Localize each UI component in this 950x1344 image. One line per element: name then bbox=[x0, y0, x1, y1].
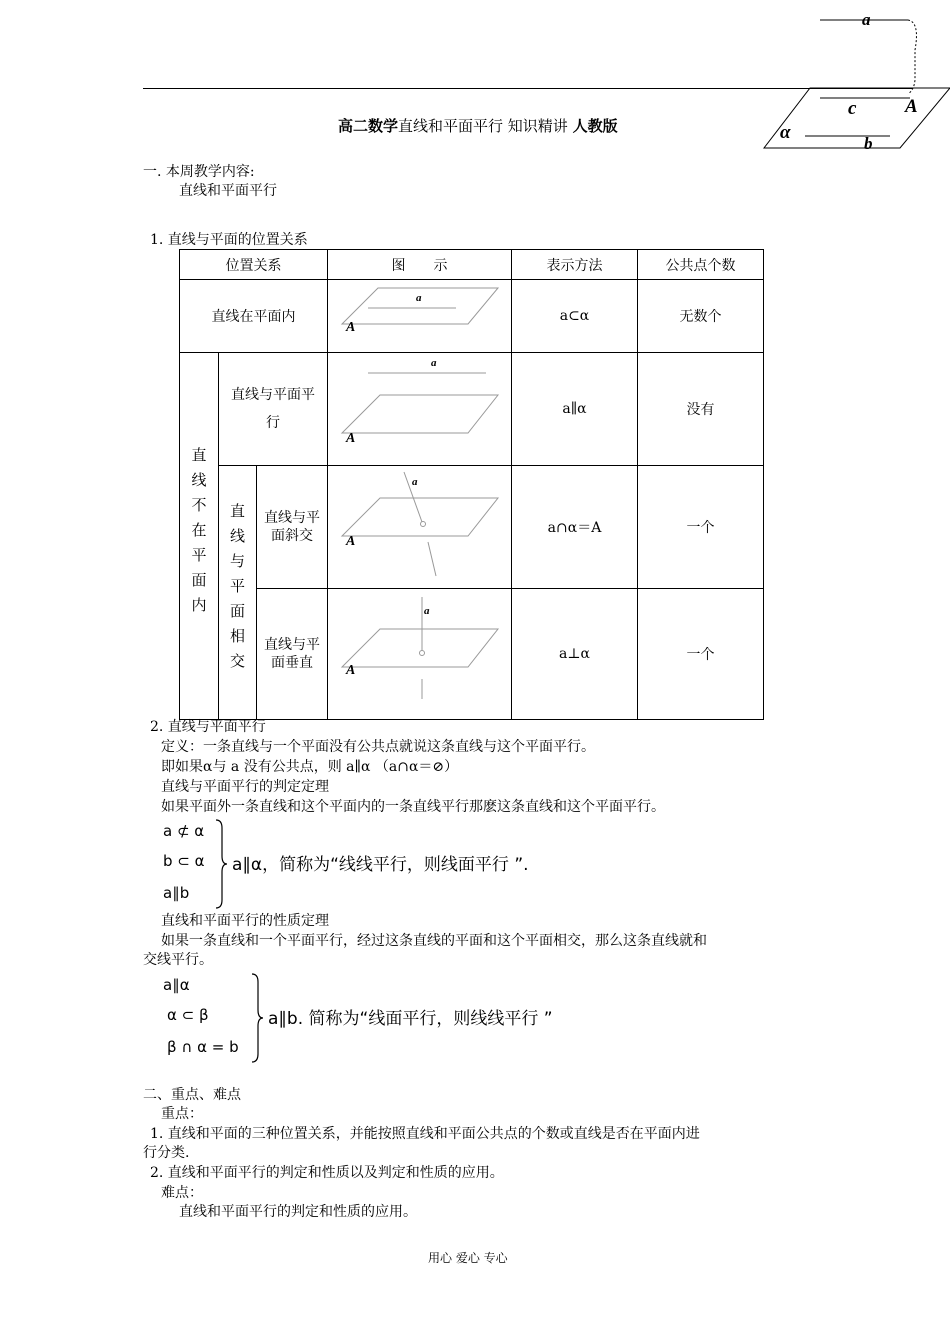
title-bold-1: 高二数学 bbox=[338, 117, 399, 135]
header-figure: 图 示 bbox=[328, 250, 512, 280]
group-intersect bbox=[219, 466, 257, 720]
table-row bbox=[180, 280, 764, 353]
property-text-1: 如果一条直线和一个平面平行，经过这条直线的平面和这个平面相交，那么这条直线就和 bbox=[161, 933, 707, 949]
group-not-in-label: 直线不在平面内 bbox=[189, 446, 208, 622]
table-row bbox=[180, 466, 764, 589]
table-row bbox=[180, 589, 764, 720]
criterion-text: 如果平面外一条直线和这个平面内的一条直线平行那麽这条直线和这个平面平行。 bbox=[161, 799, 665, 815]
property-text-2: 交线平行。 bbox=[143, 952, 213, 968]
property-conclusion: a∥b. 简称为“线面平行，则线线平行 ” bbox=[268, 1009, 553, 1029]
equivalence-text: 即如果α与 a 没有公共点，则 a∥α （a∩α＝⊘） bbox=[161, 759, 459, 775]
row-parallel-figure bbox=[328, 353, 512, 466]
property-premise-2: α ⊂ β bbox=[167, 1006, 209, 1024]
logo-label-a: a bbox=[862, 10, 871, 29]
section1-topic: 直线和平面平行 bbox=[179, 183, 277, 199]
key-point-1a: 1. 直线和平面的三种位置关系，并能按照直线和平面公共点的个数或直线是否在平面内进 bbox=[150, 1126, 700, 1142]
header-rule bbox=[143, 88, 913, 89]
fig-label-a: a bbox=[416, 292, 422, 304]
key-point-1b: 行分类. bbox=[143, 1145, 190, 1161]
criterion-brace-icon bbox=[214, 818, 228, 910]
row-parallel-count: 没有 bbox=[638, 353, 764, 466]
key-points-label: 重点： bbox=[161, 1106, 203, 1122]
criterion-premise-2: b ⊂ α bbox=[163, 852, 205, 870]
header-position: 位置关系 bbox=[180, 250, 328, 280]
row-perp-label-text: 直线与平面垂直 bbox=[264, 637, 320, 671]
row-oblique-label-text: 直线与平面斜交 bbox=[264, 510, 320, 544]
part2-heading: 2. 直线与平面平行 bbox=[150, 719, 266, 735]
difficulty-text: 直线和平面平行的判定和性质的应用。 bbox=[179, 1204, 417, 1220]
title-bold-2: 人教版 bbox=[572, 117, 618, 135]
row-in-figure bbox=[328, 280, 512, 353]
group-not-in bbox=[180, 353, 219, 720]
title-normal: 直线和平面平行 知识精讲 bbox=[398, 117, 573, 135]
logo-label-b: b bbox=[864, 134, 873, 153]
fig-label-A: A bbox=[346, 663, 356, 678]
property-brace-icon bbox=[250, 972, 264, 1064]
row-oblique-label bbox=[257, 466, 328, 589]
fig-label-a: a bbox=[412, 476, 418, 488]
fig-label-a: a bbox=[431, 357, 437, 369]
fig-label-a: a bbox=[424, 605, 430, 617]
row-in-notation: a⊂α bbox=[512, 280, 638, 353]
logo-label-A: A bbox=[905, 96, 918, 117]
row-oblique-count: 一个 bbox=[638, 466, 764, 589]
part1-heading: 1. 直线与平面的位置关系 bbox=[150, 232, 308, 248]
page-title bbox=[338, 117, 618, 135]
criterion-premise-1: a ⊄ α bbox=[163, 822, 205, 840]
page-footer: 用心 爱心 专心 bbox=[428, 1251, 508, 1265]
criterion-premise-3: a∥b bbox=[163, 884, 190, 902]
row-parallel-label bbox=[219, 353, 328, 466]
key-point-2: 2. 直线和平面平行的判定和性质以及判定和性质的应用。 bbox=[150, 1165, 504, 1181]
row-parallel-label-text: 直线与平面平行 bbox=[231, 387, 315, 431]
row-in-count: 无数个 bbox=[638, 280, 764, 353]
property-title: 直线和平面平行的性质定理 bbox=[161, 913, 329, 929]
table-row bbox=[180, 353, 764, 466]
row-parallel-notation: a∥α bbox=[512, 353, 638, 466]
logo-label-alpha: α bbox=[780, 122, 791, 143]
row-perp-figure bbox=[328, 589, 512, 720]
section1-heading: 一. 本周教学内容: bbox=[143, 164, 255, 180]
row-in-label: 直线在平面内 bbox=[180, 280, 328, 353]
property-premise-3: β ∩ α = b bbox=[167, 1038, 239, 1056]
logo-label-c: c bbox=[848, 98, 857, 119]
group-intersect-label: 直线与平面相交 bbox=[228, 503, 246, 678]
criterion-conclusion: a∥α，简称为“线线平行，则线面平行 ”. bbox=[232, 855, 529, 875]
row-perp-notation: a⊥α bbox=[512, 589, 638, 720]
header-notation: 表示方法 bbox=[512, 250, 638, 280]
row-perp-label bbox=[257, 589, 328, 720]
definition-text: 定义：一条直线与一个平面没有公共点就说这条直线与这个平面平行。 bbox=[161, 739, 595, 755]
row-oblique-notation: a∩α＝A bbox=[512, 466, 638, 589]
fig-label-A: A bbox=[346, 534, 356, 549]
criterion-title: 直线与平面平行的判定定理 bbox=[161, 779, 329, 795]
relations-table bbox=[179, 249, 764, 720]
table-header-row bbox=[180, 250, 764, 280]
fig-label-A: A bbox=[346, 431, 356, 446]
header-count: 公共点个数 bbox=[638, 250, 764, 280]
section2-heading: 二、重点、难点 bbox=[143, 1087, 241, 1103]
row-perp-count: 一个 bbox=[638, 589, 764, 720]
property-premise-1: a∥α bbox=[163, 976, 190, 994]
row-oblique-figure bbox=[328, 466, 512, 589]
fig-label-A: A bbox=[346, 320, 356, 335]
difficulty-label: 难点： bbox=[161, 1185, 203, 1201]
